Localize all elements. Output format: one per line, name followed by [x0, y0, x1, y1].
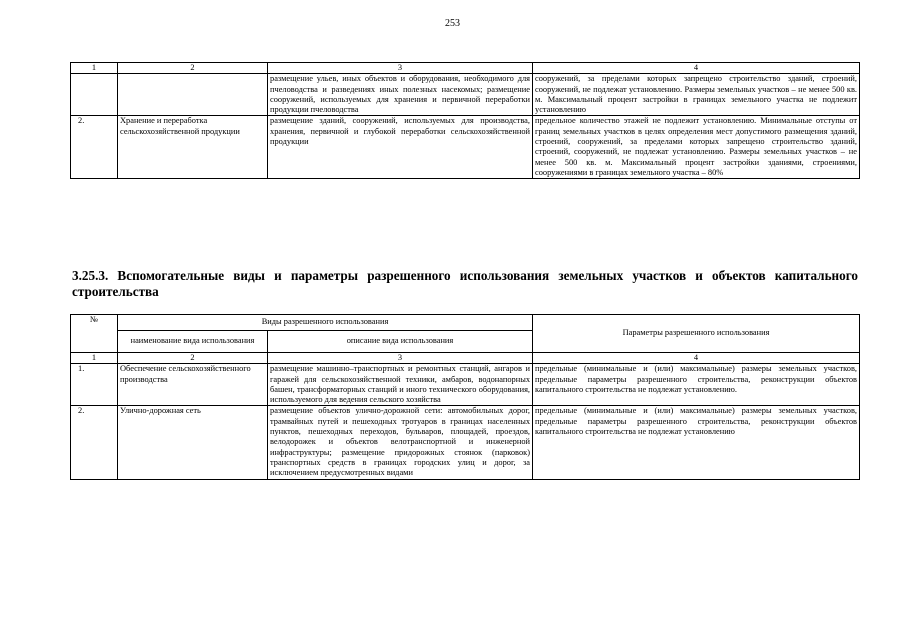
- use-name: Улично-дорожная сеть: [118, 406, 268, 479]
- use-parameters: предельные (минимальные и (или) максимальные) размеры земельных участков, предельные параметры разрешенного строительства, реконструкции объектов капитального строительства не подлежат установлению: [533, 406, 860, 479]
- use-description: размещение зданий, сооружений, используемых для производства, хранения, первичной и глубокой переработки сельскохозяйственной продукции: [268, 116, 533, 179]
- use-name: [118, 74, 268, 116]
- name-header: наименование вида использования: [118, 331, 268, 353]
- col-number-3: 3: [268, 63, 533, 74]
- page-number: 253: [445, 18, 460, 29]
- table-row: [71, 406, 860, 479]
- col-number-4: 4: [533, 353, 860, 364]
- continuation-table: [70, 62, 860, 179]
- use-parameters: предельные (минимальные и (или) максимальные) размеры земельных участков, предельные параметры разрешенного строительства, реконструкции объектов капитального строительства не подлежат установлению.: [533, 364, 860, 406]
- row-number: 2.: [71, 406, 118, 479]
- parameters-header: Параметры разрешенного использования: [533, 315, 860, 353]
- use-name: Обеспечение сельскохозяйственного производства: [118, 364, 268, 406]
- row-number: 2.: [71, 116, 118, 179]
- use-description: размещение ульев, иных объектов и оборудования, необходимого для пчеловодства и разведениях иных полезных насекомых; размещение сооружений, используемых для хранения и первичной переработки продукции пчеловодства: [268, 74, 533, 116]
- col-number-3: 3: [268, 353, 533, 364]
- column-number-row: [71, 63, 860, 74]
- number-header: №: [71, 315, 118, 353]
- section-heading: 3.25.3. Вспомогательные виды и параметры разрешенного использования земельных участков и объектов капитального строительства: [72, 268, 858, 299]
- description-header: описание вида использования: [268, 331, 533, 353]
- use-description: размещение машинно–транспортных и ремонтных станций, ангаров и гаражей для сельскохозяйственной техники, амбаров, водонапорных башен, трансформаторных станций и иного технического оборудования, используемого для ведения сельского хозяйства: [268, 364, 533, 406]
- table-row: [71, 116, 860, 179]
- use-parameters: предельное количество этажей не подлежит установлению. Минимальные отступы от границ земельных участков в целях определения мест допустимого размещения зданий, строений, сооружений, за пределами которых запрещено строительство зданий, строений, сооружений, не подлежат установлению. Размеры земельных участков – не менее 500 кв. м. Максимальный процент застройки зданиями, строениями, сооружениями в границах земельного участка – 80%: [533, 116, 860, 179]
- auxiliary-uses-table: [70, 314, 860, 480]
- column-number-row: [71, 353, 860, 364]
- col-number-1: 1: [71, 353, 118, 364]
- table-row: [71, 74, 860, 116]
- header-row: [71, 315, 860, 331]
- row-number: [71, 74, 118, 116]
- col-number-1: 1: [71, 63, 118, 74]
- use-name: Хранение и переработка сельскохозяйственной продукции: [118, 116, 268, 179]
- col-number-4: 4: [533, 63, 860, 74]
- col-number-2: 2: [118, 353, 268, 364]
- table-row: [71, 364, 860, 406]
- use-parameters: сооружений, за пределами которых запрещено строительство зданий, строений, сооружений, не подлежат установлению. Размеры земельных участков – не менее 500 кв. м. Максимальный процент застройки в границах земельного участка не подлежит установлению: [533, 74, 860, 116]
- use-description: размещение объектов улично-дорожной сети: автомобильных дорог, трамвайных путей и пешеходных тротуаров в границах населенных пунктов, пешеходных переходов, бульваров, площадей, проездов, велодорожек и объектов велотранспортной и инженерной инфраструктуры; размещение придорожных стоянок (парковок) транспортных средств в границах городских улиц и дорог, за исключением предусмотренных видами: [268, 406, 533, 479]
- col-number-2: 2: [118, 63, 268, 74]
- row-number: 1.: [71, 364, 118, 406]
- uses-group-header: Виды разрешенного использования: [118, 315, 533, 331]
